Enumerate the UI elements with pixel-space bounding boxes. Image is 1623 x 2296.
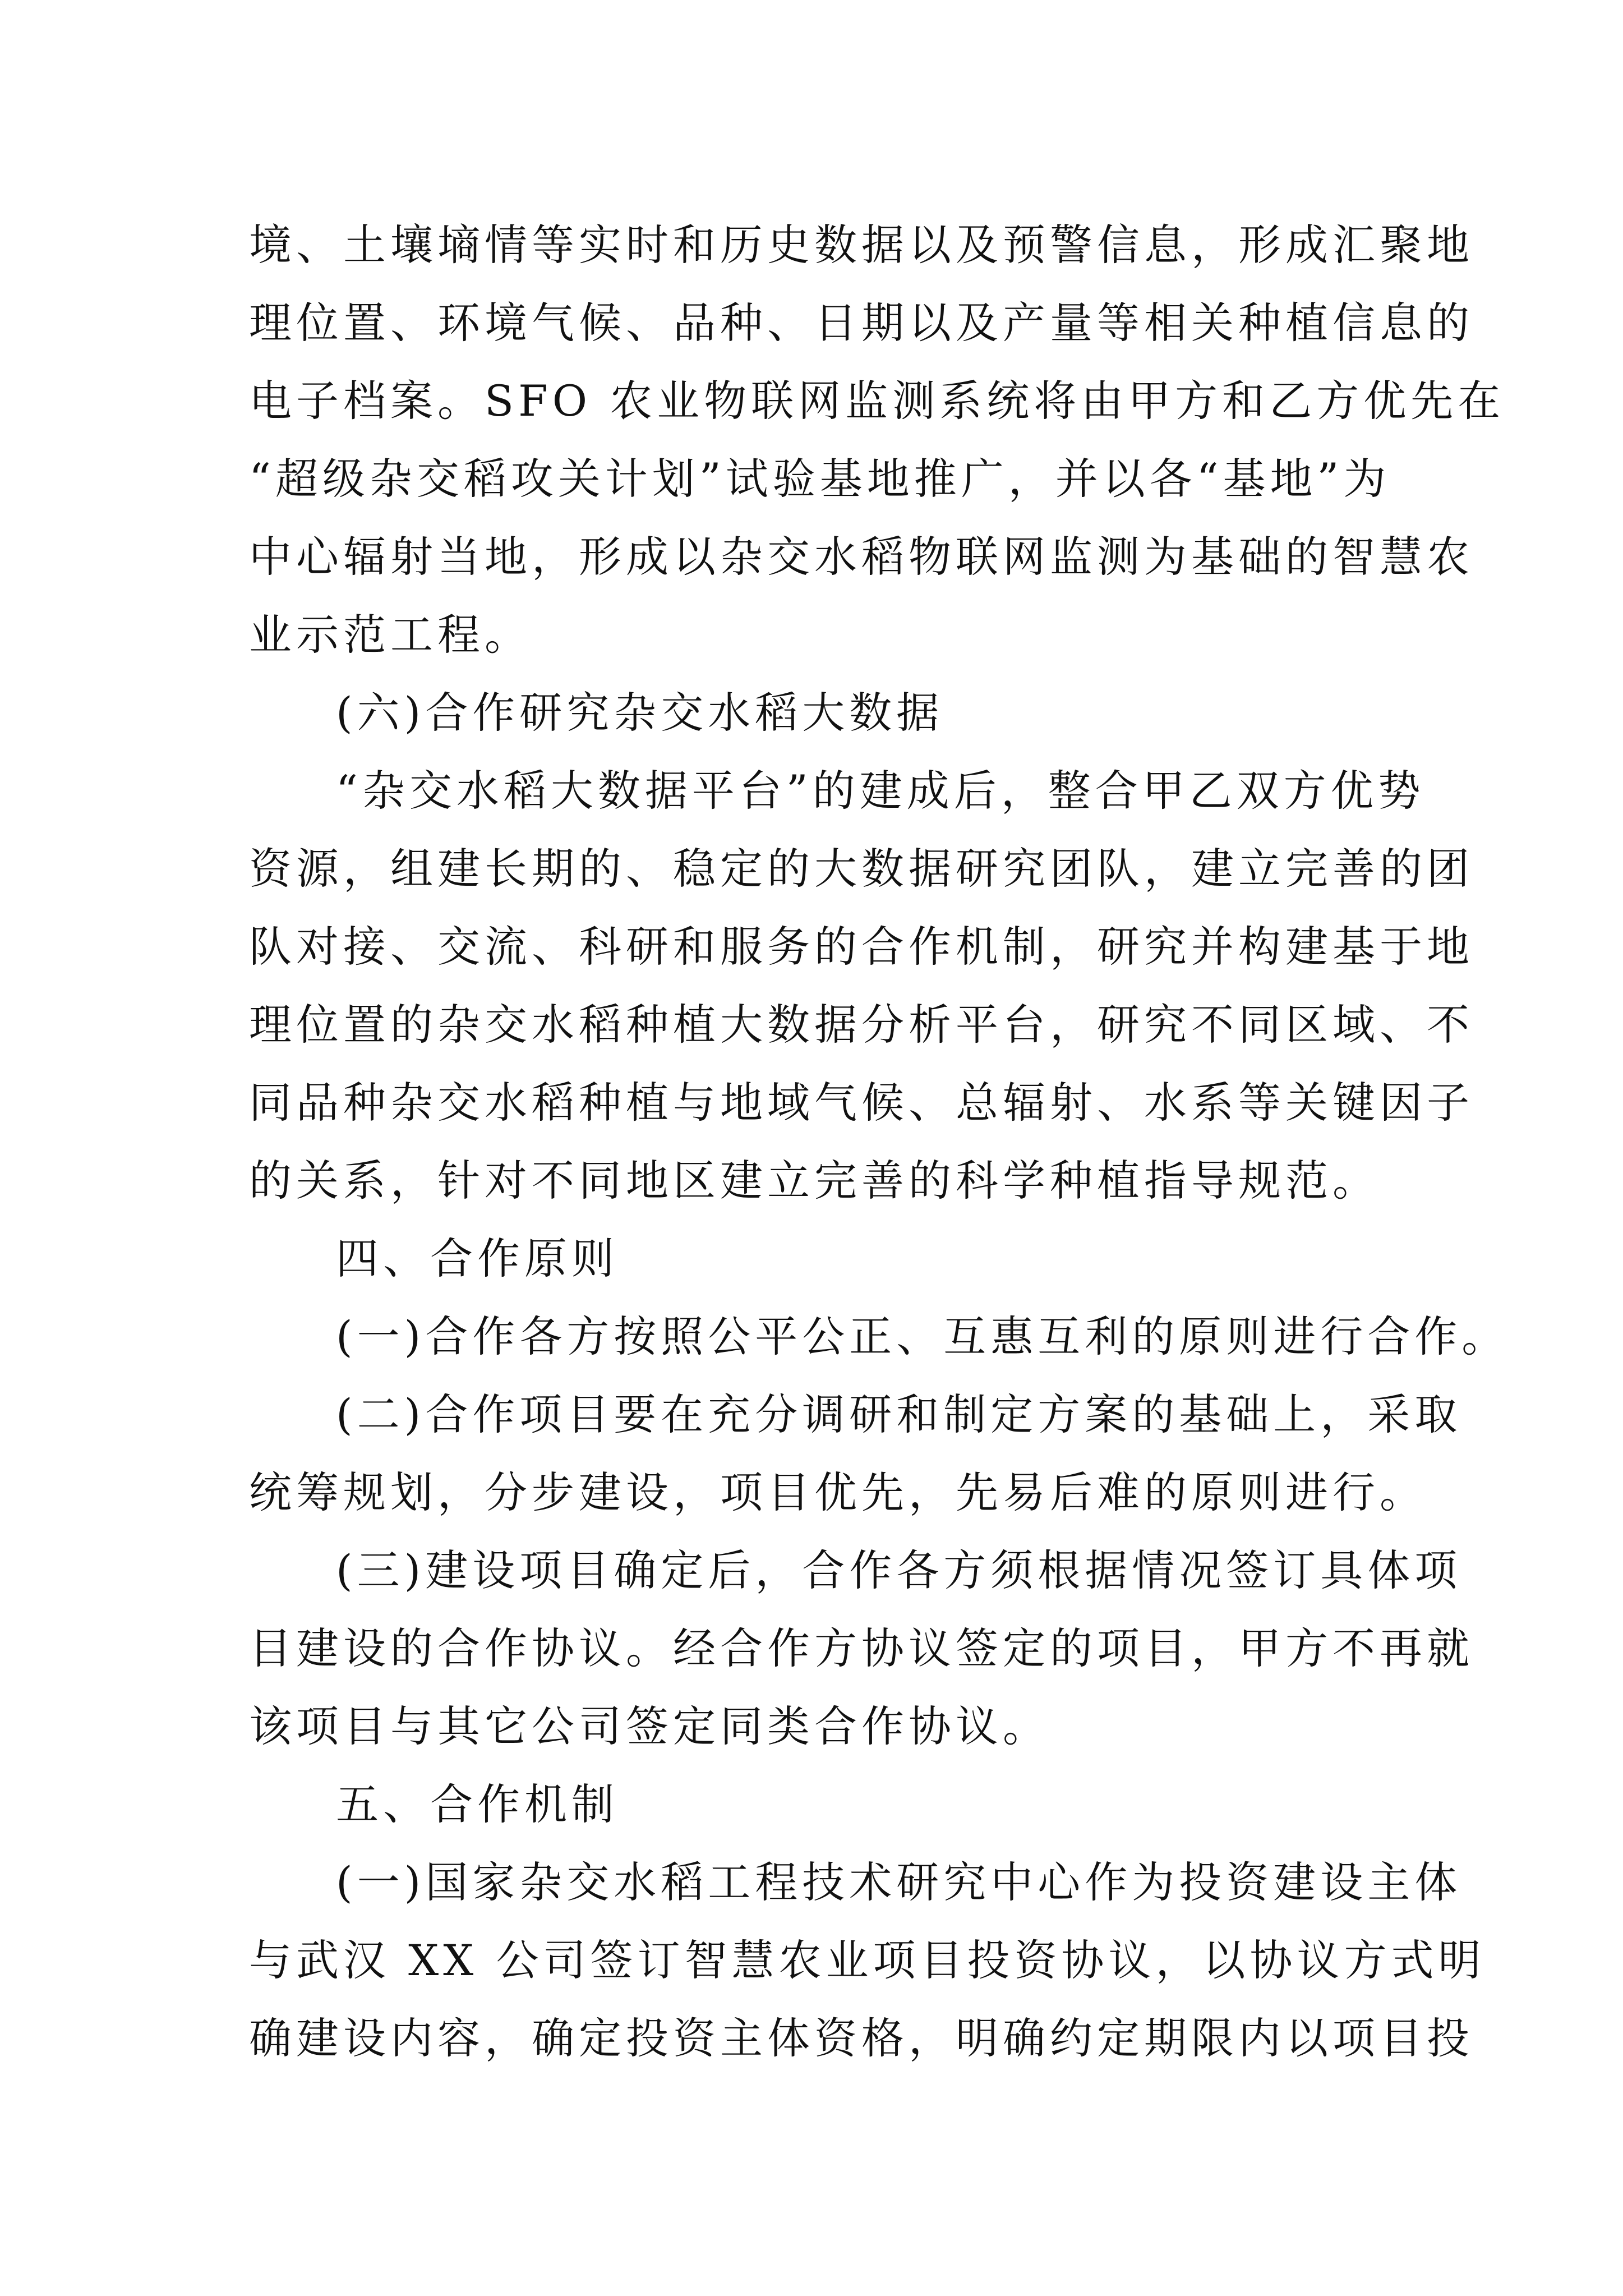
section-heading: (六)合作研究杂交水稻大数据 [336,688,944,738]
text-line: 业示范工程。 [249,610,532,660]
text-line: (一)国家杂交水稻工程技术研究中心作为投资建设主体 [336,1857,1462,1907]
text-line: 理位置的杂交水稻种植大数据分析平台，研究不同区域、不 [249,1000,1474,1050]
text-line: 理位置、环境气候、品种、日期以及产量等相关种植信息的 [249,298,1474,348]
text-line: “超级杂交稻攻关计划”试验基地推广，并以各“基地”为 [249,454,1391,504]
text-line: 电子档案。SFO 农业物联网监测系统将由甲方和乙方优先在 [249,376,1505,426]
text-line: 统筹规划，分步建设，项目优先，先易后难的原则进行。 [249,1467,1427,1517]
text-line: 该项目与其它公司签定同类合作协议。 [249,1701,1050,1751]
text-line: “杂交水稻大数据平台”的建成后，整合甲乙双方优势 [336,766,1425,816]
text-line: 队对接、交流、科研和服务的合作机制，研究并构建基于地 [249,922,1474,972]
text-line: (三)建设项目确定后，合作各方须根据情况签订具体项 [336,1545,1462,1595]
section-heading: 五、合作机制 [336,1779,619,1829]
text-line: 资源，组建长期的、稳定的大数据研究团队，建立完善的团 [249,844,1474,894]
text-line: 确建设内容，确定投资主体资格，明确约定期限内以项目投 [249,2013,1474,2063]
text-line: 同品种杂交水稻种植与地域气候、总辐射、水系等关键因子 [249,1078,1474,1128]
text-line: (一)合作各方按照公平公正、互惠互利的原则进行合作。 [336,1312,1509,1361]
text-line: (二)合作项目要在充分调研和制定方案的基础上，采取 [336,1389,1462,1439]
section-heading: 四、合作原则 [336,1234,619,1283]
text-line: 中心辐射当地，形成以杂交水稻物联网监测为基础的智慧农 [249,532,1474,582]
text-line: 与武汉 XX 公司签订智慧农业项目投资协议，以协议方式明 [249,1935,1486,1985]
text-line: 的关系，针对不同地区建立完善的科学种植指导规范。 [249,1156,1380,1205]
text-line: 境、土壤墒情等实时和历史数据以及预警信息，形成汇聚地 [249,220,1474,270]
text-line: 目建设的合作协议。经合作方协议签定的项目，甲方不再就 [249,1623,1474,1673]
